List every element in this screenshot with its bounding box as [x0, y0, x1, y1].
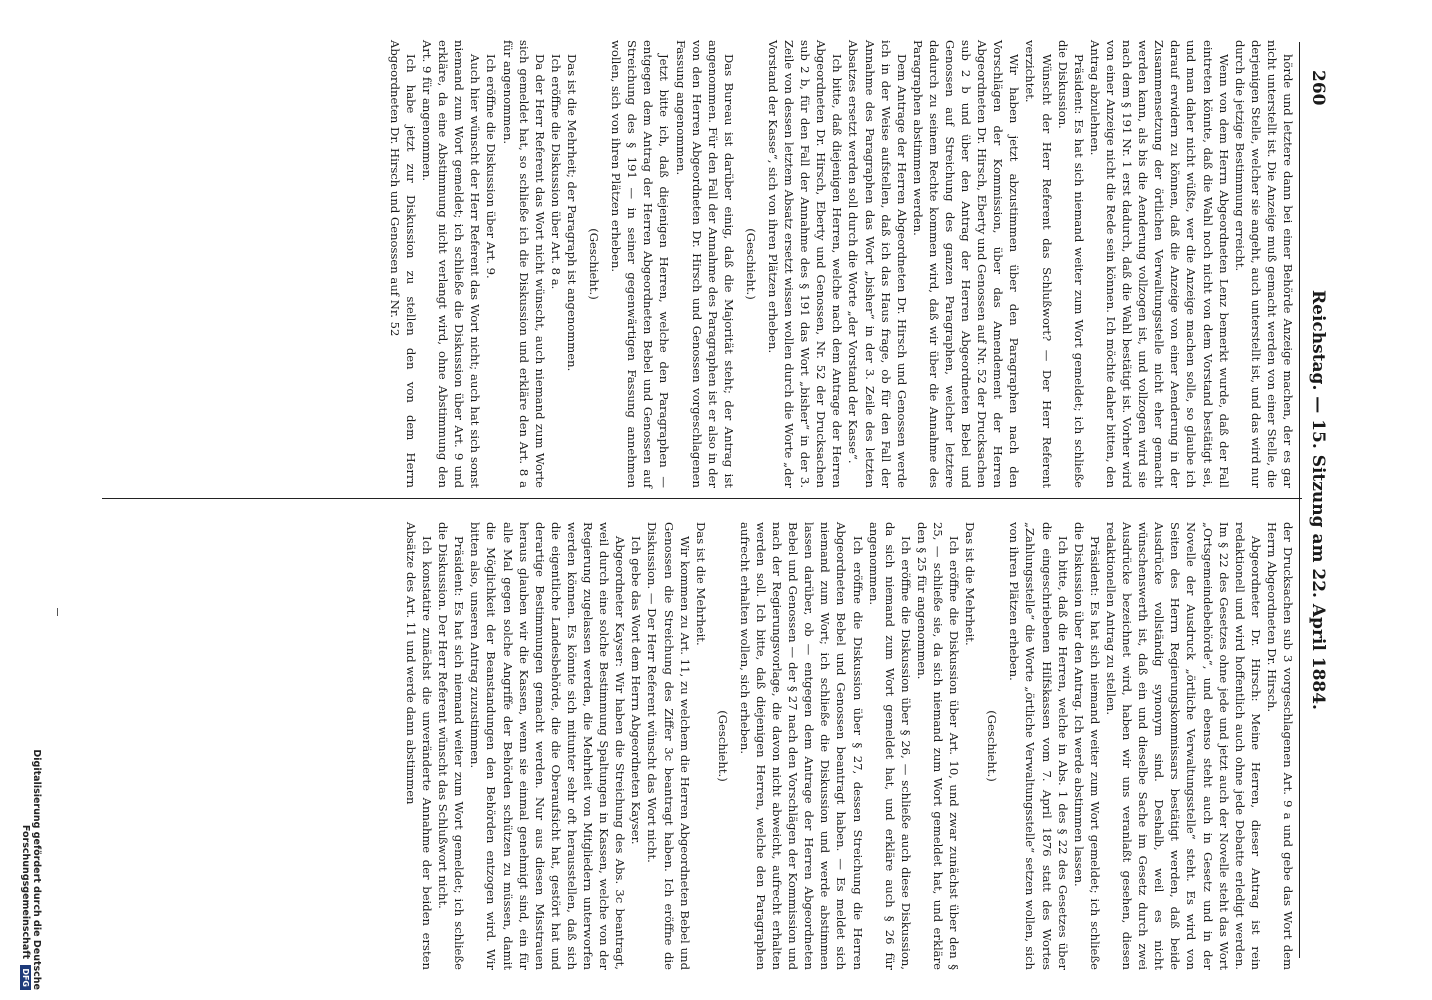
paragraph: Präsident: Es hat sich niemand weiter zum Wort gemeldet; ich schließe die Diskussion. — [1055, 40, 1086, 488]
page-header — [1306, 34, 1328, 966]
paragraph: Präsident: Es hat sich niemand weiter zum Wort gemeldet; ich schließe die Diskussion über den Antrag. Ich werde abstimmen lassen. — [1071, 522, 1102, 970]
stage-direction: (Geschieht.) — [743, 228, 758, 300]
paragraph: Wenn von dem Herrn Abgeordneten Lenz bemerkt wurde, daß der Fall eintreten könnte, daß die Wahl noch nicht von dem Vorstand bestätigt sei, und man daher nicht wüßte, wer die Anzeige machen solle, so glaube ich darauf erwidern zu können, daß die Anzeige von einer Aenderung in der Zusammensetzung der örtlichen Verwaltungsstelle nicht eher gemacht werden kann, als bis die Aenderung vollzogen ist, und vollzogen wird sie nach dem § 191 Nr. 1 erst dadurch, daß die Wahl bestätigt ist. Vorher wird von einer Anzeige nicht die Rede sein können. Ich möchte daher bitten, den Antrag abzulehnen. — [1087, 40, 1231, 488]
paragraph: Jetzt bitte ich, daß diejenigen Herren, welche den Paragraphen — entgegen dem Antrag der Herren Abgeordneten Bebel und Genossen auf Streichung des § 191 — in seiner gegenwärtigen Fassung annehmen wollen, sich von ihren Plätzen erheben. — [609, 40, 672, 488]
paragraph: Abgeordneter Kayser: Wir haben die Streichung des Abs. 3c beantragt, weil durch eine solche Bestimmung Spaltungen in Kassen, welche von der Regierung zugelassen werden, die Mehrheit von Mitgliedern unterworfen werden können. Es könnte sich mitunter sehr oft herausstellen, daß sich die eigentliche Landesbehörde, die die Oberaufsicht hat, gestört hat und derartige Bestimmungen gemacht werden. Nur aus diesen Misstrauen heraus glauben wir die Kassen, wenn sie einmal genehmigt sind, ein für alle Mal gegen solche Angriffe der Behörden schützen zu müssen, damit die Möglichkeit der Beanstandungen den Behörden entzogen wird. Wir bitten also, unseren Antrag zuzustimmen. — [468, 522, 628, 970]
paragraph: Ich gebe das Wort dem Herrn Abgeordneten Kayser. — [629, 536, 644, 845]
paragraph: der Drucksachen sub 3 vorgeschlagenen Art. 9 a und gebe das Wort dem Herrn Abgeordneten Dr. Hirsch. — [1264, 522, 1295, 970]
paragraph: Abgeordneter Dr. Hirsch: Meine Herren, dieser Antrag ist rein redaktionell und wird hoffentlich auch ohne jede Debatte erledigt werden. Im § 22 des Gesetzes ohne jede und jetzt auch der Novelle steht das Wort „Ortsgemeindebehörde“, und ebenso steht auch in Gesetz und in der Novelle der Ausdruck „örtliche Verwaltungsstelle“ steht. Es wird von Seiten des Herrn Regierungskommissars bestätigt werden, daß beide Ausdrücke vollständig synonym sind. Deshalb, weil es nicht wünschenswerth ist, daß ein und dieselbe Sache im Gesetz durch zwei Ausdrücke bezeichnet wird, haben wir uns veranlaßt gesehen, diesen redaktionellen Antrag zu stellen. — [1103, 522, 1263, 970]
paragraph: Ich konstatire zunächst die unveränderte Annahme der beiden ersten Absätze des Art. 11 und werde dann abstimmen — [404, 522, 435, 970]
paragraph: Dem Antrage der Herren Abgeordneten Dr. Hirsch und Genossen werde ich in der Weise aufstellen, daß ich das Haus frage, ob für den Fall der Annahme des Paragraphen das Wort „bisher“ in der 3. Zeile des letzten Absatzes ersetzt werden soll durch die Worte „der Vorstand der Kasse“. — [846, 40, 909, 488]
paragraph: Ich eröffne die Diskussion über Art. 8 a. — [548, 54, 563, 290]
paragraph: hörde und letztere dann bei einer Behörde Anzeige machen, der es gar nicht unterstellt ist. Die Anzeige muß gemacht werden von einer Stelle, die derjenigen Stelle, welcher sie angeht, auch unterstellt ist, und das wird nur durch die jetzige Bestimmung erreicht. — [1232, 40, 1295, 488]
stage-direction: (Geschieht.) — [715, 710, 730, 782]
digitization-credit — [20, 620, 42, 990]
scan-mark — [57, 608, 58, 616]
paragraph: Präsident: Es hat sich niemand weiter zum Wort gemeldet; ich schließe die Diskussion. Der Herr Referent wünscht das Schlußwort nicht. — [436, 522, 467, 970]
paragraph: Ich eröffne die Diskussion über Art. 10, und zwar zunächst über den § 25, — schließe sie, da sich niemand zum Wort gemeldet hat, und erkläre den § 25 für angenommen. — [914, 522, 962, 970]
paragraph: Ich habe jetzt zur Diskussion zu stellen den von dem Herrn Abgeordneten Dr. Hirsch und Genossen auf Nr. 52 — [387, 40, 419, 488]
paragraph: Wünscht der Herr Referent das Schlußwort? — Der Herr Referent verzichtet. — [1023, 40, 1054, 488]
dfg-logo-icon: DFG — [20, 965, 31, 990]
column-divider — [102, 498, 1302, 499]
paragraph: Ich bitte, daß die Herren, welche in Abs. 1 des § 22 des Gesetzes über die eingeschriebenen Hilfskassen vom 7. April 1876 statt des Wortes „Zahlungsstelle“ die Worte „örtliche Verwaltungsstelle“ setzen wollen, sich von ihren Plätzen erheben. — [1007, 522, 1070, 970]
right-column — [403, 522, 1296, 970]
left-column — [387, 40, 1296, 488]
paragraph: Wir kommen zu Art. 11, zu welchem die Herren Abgeordneten Bebel und Genossen die Streichung des Ziffer 3c beantragt haben. Ich eröffne die Diskussion. — Der Herr Referent wünscht das Wort nicht. — [645, 522, 692, 970]
page-title: Reichstag. — 15. Sitzung am 22. April 1884. — [1308, 290, 1328, 710]
paragraph: Das ist die Mehrheit; der Paragraph ist angenommen. — [564, 54, 579, 372]
paragraph: Das ist die Mehrheit. — [963, 522, 978, 646]
paragraph: Wir haben jetzt abzustimmen über den Paragraphen nach den Vorschlägen der Kommission, über das Amendement der Herren Abgeordneten Dr. Hirsch, Eberty und Genossen auf Nr. 52 der Drucksachen sub 2 b und über den Antrag der Herren Abgeordneten Bebel und Genossen auf Streichung des ganzen Paragraphen, welcher letztere dadurch zu seinem Rechte kommen wird, daß wir über die Annahme des Paragraphen abstimmen werden. — [910, 40, 1022, 488]
paragraph: Das ist die Mehrheit. — [693, 522, 708, 646]
page-number: 260 — [1308, 70, 1328, 106]
credit-text: Digitalisierung gefördert durch die Deutsche Forschungsgemeinschaft — [20, 749, 42, 990]
stage-direction: (Geschieht.) — [587, 228, 602, 300]
paragraph: Ich eröffne die Diskussion über § 27, dessen Streichung die Herren Abgeordneten Bebel und Genossen beantragt haben. — Es meldet sich niemand zum Wort; ich schließe die Diskussion und werde abstimmen lassen darüber, ob — entgegen dem Antrage der Herren Abgeordneten Bebel und Genossen — der § 27 nach den Vorschlägen der Kommission und nach der Regierungsvorlage, die davon nicht abweicht, aufrecht erhalten werden soll. Ich bitte, daß diejenigen Herren, welche den Paragraphen aufrecht erhalten wollen, sich erheben. — [737, 522, 865, 970]
paragraph: Das Bureau ist darüber einig, daß die Majorität steht; der Antrag ist angenommen. Für den Fall der Annahme des Paragraphen ist er also in der von den Herren Abgeordneten Dr. Hirsch und Genossen vorgeschlagenen Fassung angenommen. — [673, 40, 736, 488]
paragraph: Auch hier wünscht der Herr Referent das Wort nicht; auch hat sich sonst niemand zum Wort gemeldet; ich schließe die Diskussion über Art. 9 und erkläre, da eine Abstimmung nicht verlangt wird, ohne Abstimmung den Art. 9 für angenommen. — [420, 40, 483, 488]
paragraph: Da der Herr Referent das Wort nicht wünscht, auch niemand zum Worte sich gemeldet hat, so schließe ich die Diskussion und erkläre den Art. 8 a für angenommen. — [500, 40, 547, 488]
paragraph: Ich eröffne die Diskussion über § 26, — schließe auch diese Diskussion, da sich niemand zum Wort gemeldet hat, und erkläre auch § 26 für angenommen. — [866, 522, 913, 970]
paragraph: Ich bitte, daß diejenigen Herren, welche nach dem Antrage der Herren Abgeordneten Dr. Hirsch, Eberty und Genossen, Nr. 52 der Drucksachen sub 2 b, für den Fall der Annahme des § 191 das Wort „bisher“ in der 3. Zeile von dessen letztem Absatz ersetzt wissen wollen durch die Worte „der Vorstand der Kasse“, sich von ihren Plätzen erheben. — [766, 40, 845, 488]
paragraph: Ich eröffne die Diskussion über Art. 9. — [484, 54, 499, 279]
stage-direction: (Geschieht.) — [985, 710, 1000, 782]
header-rule — [1299, 42, 1300, 958]
